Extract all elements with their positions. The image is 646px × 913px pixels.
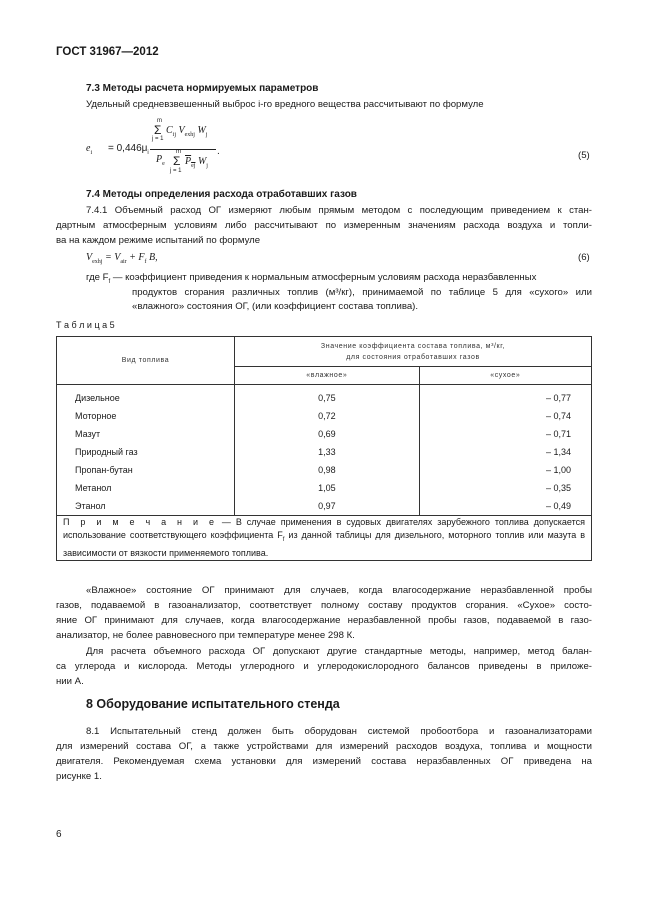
wet-cell: 0,69 — [235, 425, 420, 443]
formula-5 — [86, 118, 590, 176]
formula-6-sub1: exhj — [92, 259, 103, 265]
header-dry: «сухое» — [419, 367, 591, 385]
formula-6-end: + F — [126, 252, 145, 263]
page-number: 6 — [56, 829, 62, 840]
sum-icon: Σ — [154, 123, 162, 137]
section-7-4-line-1: 7.4.1 Объемный расход ОГ измеряют любым прямым методом с последующим приведением к стан- — [86, 205, 592, 216]
fuel-cell: Природный газ — [57, 443, 235, 461]
note-text-2: из данной таблицы для дизельного, моторного топлив или мазута в зависимости от вязкости применяемого топлива. — [63, 530, 585, 558]
wet-line-1: «Влажное» состояние ОГ принимают для случаев, когда влагосодержание неразбавленной пробы — [86, 585, 592, 596]
section-7-4-title: 7.4 Методы определения расхода отработавших газов — [86, 189, 357, 200]
formula-5-lhs-sub: i — [90, 150, 93, 156]
formula-5-sum-bottom: j = 1 — [152, 136, 164, 142]
table-row — [57, 407, 592, 425]
section-7-3-title: 7.3 Методы расчета нормируемых параметров — [86, 83, 319, 94]
wet-line-3: яние ОГ принимают для случаев, когда влагосодержание неразбавленной пробы газов, подаваемой в газо- — [56, 615, 592, 626]
fuel-cell: Дизельное — [57, 385, 235, 408]
fuel-cell: Этанол — [57, 497, 235, 516]
formula-5-den-terms — [185, 156, 208, 169]
fuel-cell: Пропан-бутан — [57, 461, 235, 479]
formula-5-pej: $\overline{P}$ — [185, 156, 192, 167]
wet-line-2: газов, подаваемой в газоанализатор, соответствует полному составу продуктов сгорания. «Сухое» состо- — [56, 600, 592, 611]
dry-cell: – 0,49 — [419, 497, 591, 516]
formula-5-lhs: e — [86, 143, 91, 154]
dry-cell: – 0,77 — [419, 385, 591, 408]
wet-cell: 0,97 — [235, 497, 420, 516]
note-text: — В случае применения в судовых двигателях зарубежного топлива допускается использование соответствующего коэффициента F — [63, 517, 585, 540]
formula-6-number: (6) — [578, 252, 590, 263]
fuel-cell: Моторное — [57, 407, 235, 425]
section-8-line-4: рисунке 1. — [56, 771, 102, 782]
formula-6-sub3: f — [144, 259, 147, 265]
where-sub: f — [108, 278, 111, 285]
formula-5-v: V — [178, 125, 185, 136]
formula-5-mu-sub: i — [147, 150, 149, 156]
formula-5-coef: = 0,446μ — [108, 143, 148, 154]
sum-icon-2: Σ — [173, 154, 181, 168]
section-7-4-line-3: ва на каждом режиме испытаний по формуле — [56, 235, 261, 246]
table-row — [57, 385, 592, 408]
table-5 — [56, 336, 592, 561]
section-8-line-1: 8.1 Испытательный стенд должен быть оборудован системой пробоотбора и газоанализаторами — [86, 726, 592, 737]
table-note — [57, 516, 592, 561]
formula-5-w-sub: j — [205, 132, 208, 138]
formula-5-c: C — [166, 125, 173, 136]
dry-cell: – 1,34 — [419, 443, 591, 461]
formula-5-pe-sub: e — [162, 161, 165, 167]
balance-line-3: нии А. — [56, 676, 84, 687]
where-line-3: «влажного» состояния ОГ, (или коэффициент состава топлива). — [132, 301, 419, 312]
formula-5-c-sub: ij — [172, 132, 177, 138]
table-row — [57, 479, 592, 497]
formula-5-den-w: W — [197, 156, 207, 167]
wet-cell: 1,05 — [235, 479, 420, 497]
fuel-cell: Мазут — [57, 425, 235, 443]
table-row — [57, 443, 592, 461]
formula-6-tail: B, — [146, 252, 158, 263]
note-sub: f — [282, 536, 285, 543]
formula-5-pe: P — [156, 154, 163, 165]
document-header: ГОСТ 31967—2012 — [56, 46, 159, 58]
where-text: — коэффициент приведения к нормальным атмосферным условиям расхода неразбавленных — [110, 272, 537, 283]
balance-line-2: са углерода и кислорода. Методы углеродного и углеродокислородного балансов приведены в приложе- — [56, 661, 592, 672]
wet-line-4: анализатор, не более равновесного при температуре менее 298 К. — [56, 630, 355, 641]
formula-5-den-p — [156, 154, 165, 167]
formula-6-mid: = V — [102, 252, 121, 263]
formula-5-pej-sub: ej — [191, 163, 196, 169]
formula-5-den-sum-top: m — [176, 149, 181, 155]
fraction-bar — [150, 149, 216, 150]
formula-5-eq — [108, 143, 149, 156]
formula-5-w: W — [197, 125, 206, 136]
table-row — [57, 497, 592, 516]
header-value — [235, 337, 592, 367]
formula-5-den-sum-bottom: j = 1 — [170, 168, 182, 174]
section-7-4-line-2: дартным атмосферным условиям либо рассчитывают по измеренным значениям расхода воздуха и топли- — [56, 220, 592, 231]
wet-cell: 0,98 — [235, 461, 420, 479]
formula-5-dot: . — [217, 146, 220, 157]
wet-cell: 0,72 — [235, 407, 420, 425]
formula-5-v-sub: exhj — [184, 132, 195, 138]
formula-5-den-w-sub: j — [206, 163, 208, 169]
section-8-line-2: для измерений состава ОГ, а также устройствами для измерений расходов воздуха, топлива и мощности — [56, 741, 592, 752]
formula-6-sub2: air — [120, 259, 127, 265]
fuel-cell: Метанол — [57, 479, 235, 497]
header-wet: «влажное» — [235, 367, 420, 385]
note-label: П р и м е ч а н и е — [63, 517, 217, 527]
section-8-title: 8 Оборудование испытательного стенда — [86, 697, 340, 711]
formula-5-sum-top: m — [157, 118, 162, 124]
balance-line-1: Для расчета объемного расхода ОГ допускают другие стандартные методы, например, метод балан- — [86, 646, 592, 657]
dry-cell: – 0,74 — [419, 407, 591, 425]
wet-cell: 1,33 — [235, 443, 420, 461]
formula-5-numerator — [166, 125, 207, 138]
header-value-line-1: Значение коэффициента состава топлива, м³/кг, — [320, 342, 506, 350]
header-value-line-2: для состояния отработавших газов — [346, 353, 480, 361]
dry-cell: – 0,71 — [419, 425, 591, 443]
table-caption: Т а б л и ц а 5 — [56, 320, 115, 330]
section-7-3-text: Удельный средневзвешенный выброс i-го вредного вещества рассчитывают по формуле — [86, 99, 484, 110]
dry-cell: – 1,00 — [419, 461, 591, 479]
wet-cell: 0,75 — [235, 385, 420, 408]
header-fuel: Вид топлива — [57, 337, 235, 385]
formula-6-v: V — [86, 252, 93, 263]
formula-5-number: (5) — [578, 150, 590, 161]
formula-6 — [86, 252, 158, 265]
section-8-line-3: двигателя. Рекомендуемая схема установки для измерений состава неразбавленных ОГ приведена на — [56, 756, 592, 767]
where-prefix: где F — [86, 272, 109, 283]
table-row — [57, 461, 592, 479]
table-row — [57, 425, 592, 443]
where-line-2: продуктов сгорания различных топлив (м³/кг), принимаемой по таблице 5 для «сухого» или — [132, 287, 592, 298]
dry-cell: – 0,35 — [419, 479, 591, 497]
